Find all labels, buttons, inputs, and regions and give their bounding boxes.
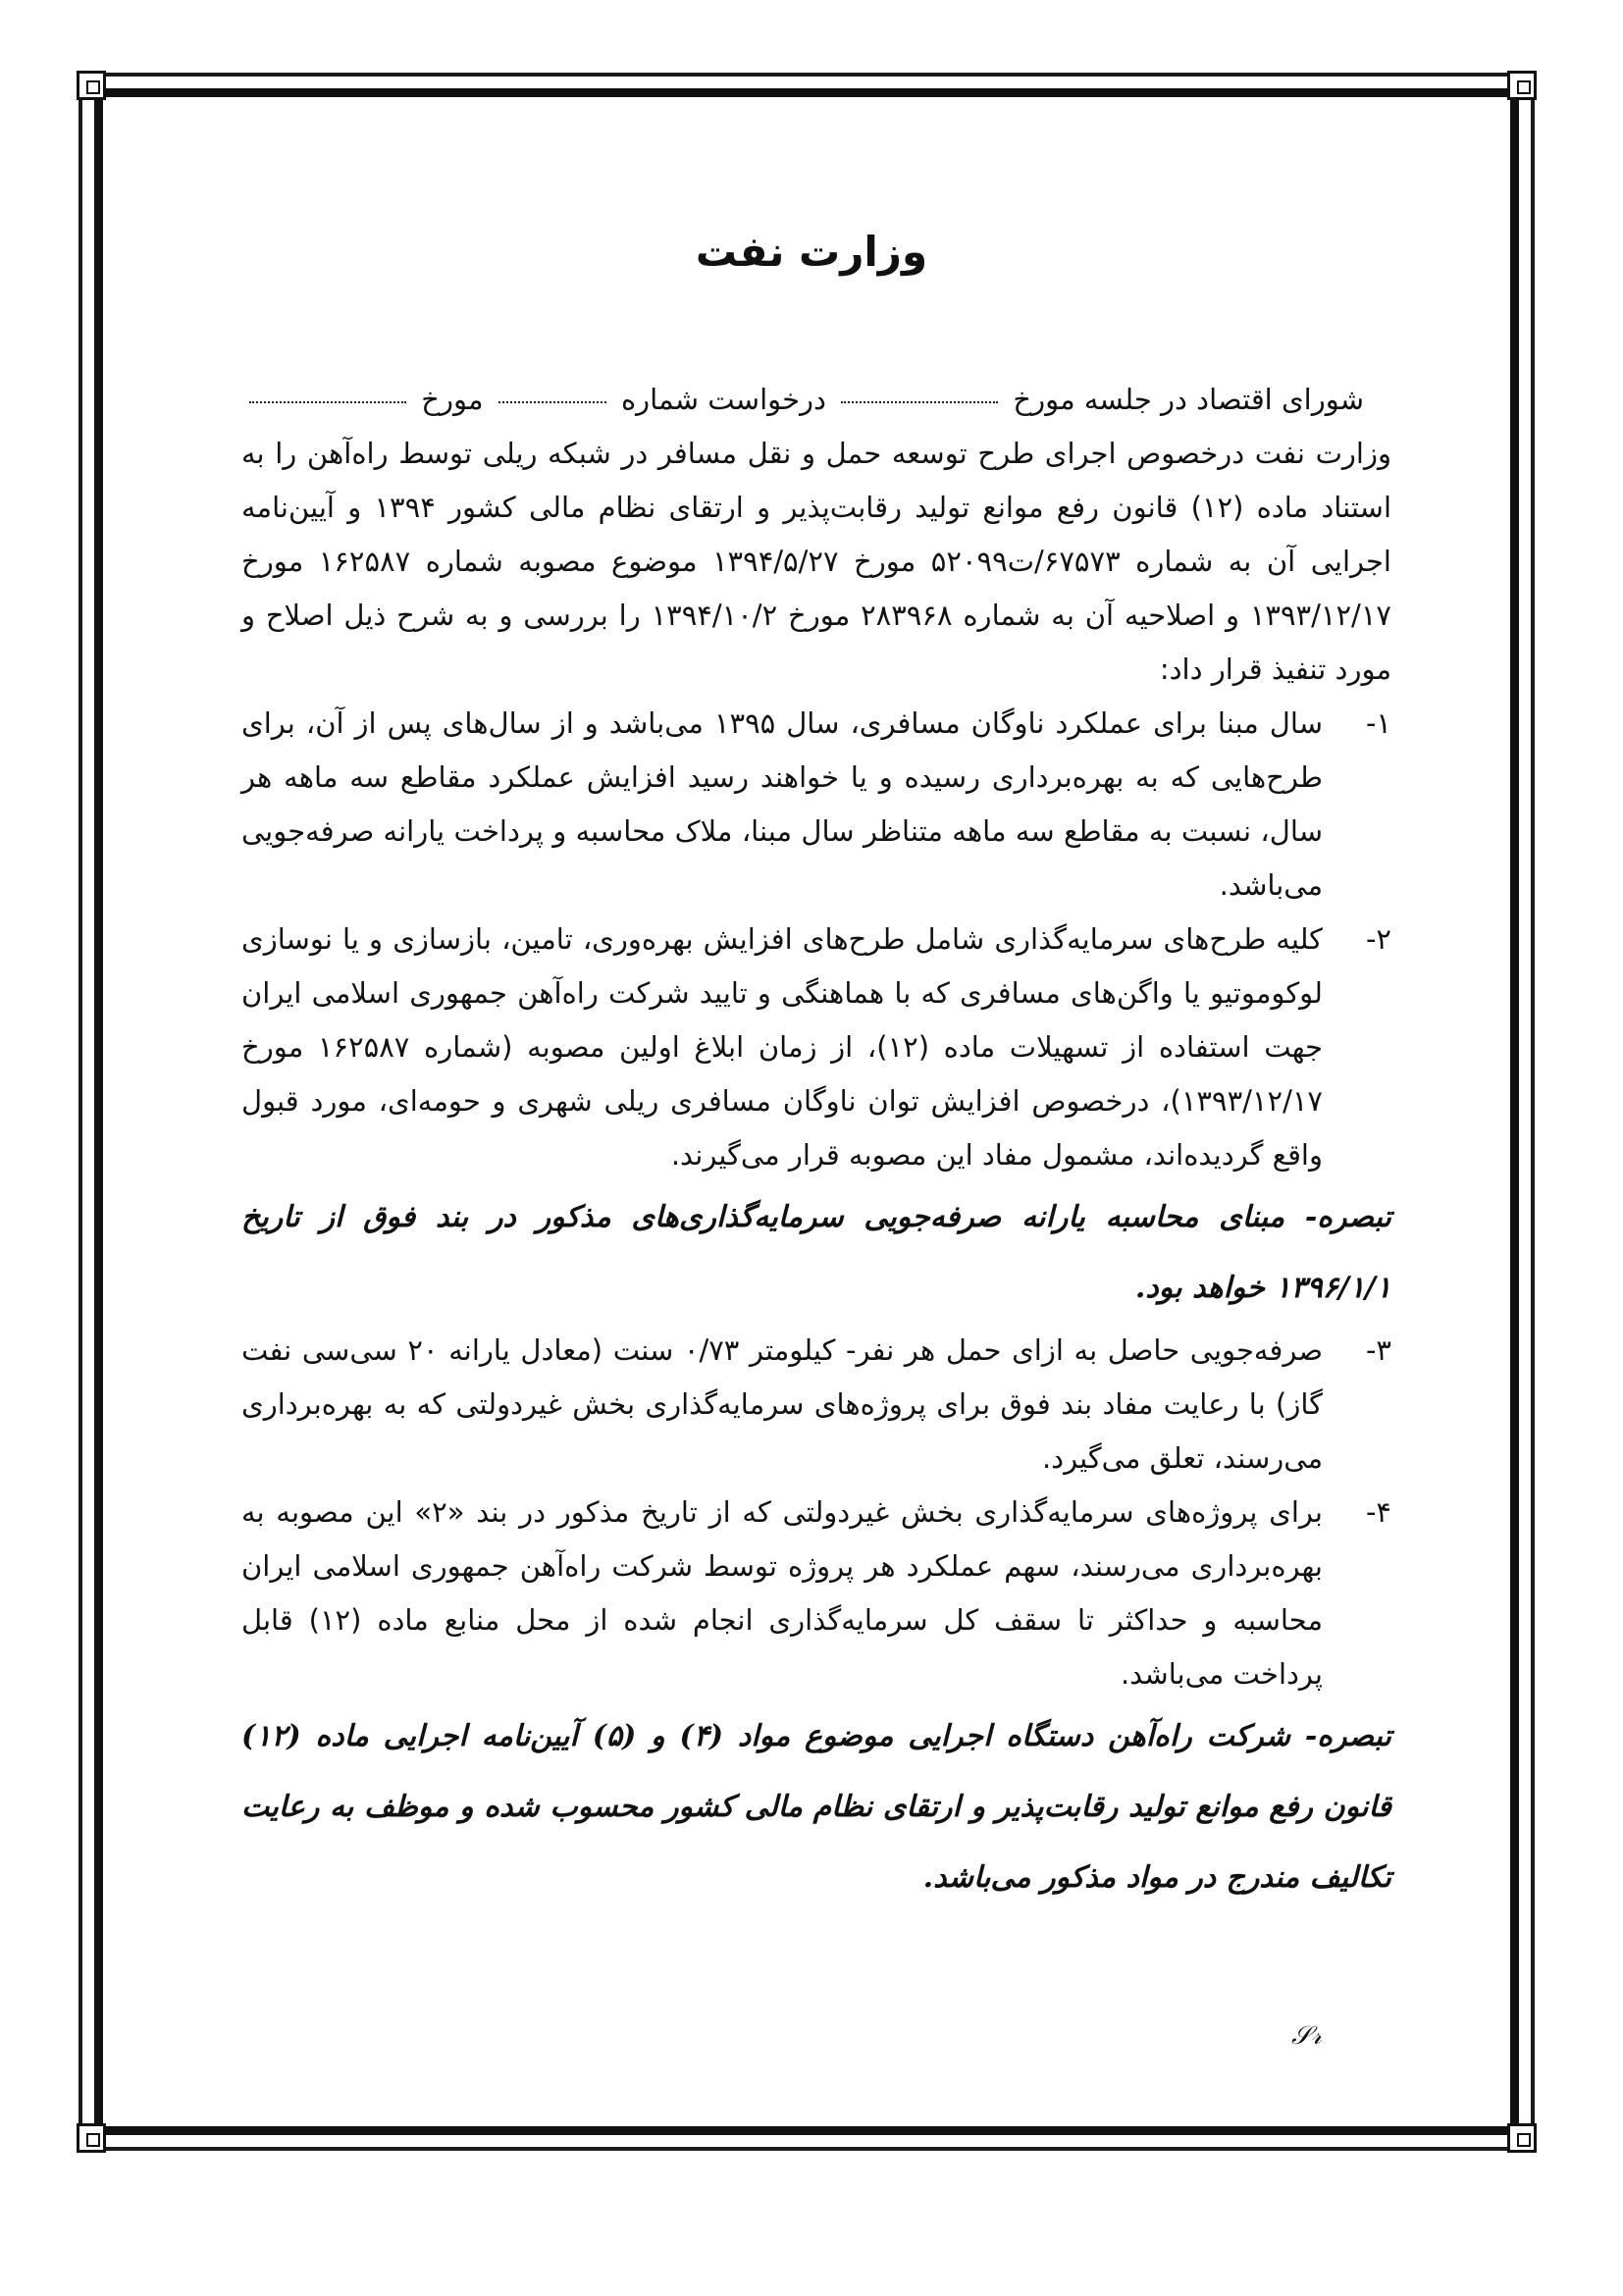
dated-label: مورخ [421, 383, 484, 416]
list-item [241, 913, 1391, 1182]
border-corner-ornament [77, 2123, 106, 2153]
item-number: ۲- [1365, 922, 1391, 956]
request-label: درخواست شماره [620, 383, 826, 416]
border-corner-ornament [1507, 2123, 1537, 2153]
list-item [241, 697, 1391, 913]
list-item [241, 1324, 1391, 1486]
item-text: صرفه‌جویی حاصل به ازای حمل هر نفر- کیلومتر ۰/۷۳ سنت (معادل یارانه ۲۰ سی‌سی نفت گاز) با رعایت مفاد بند فوق برای پروژه‌های سرمایه‌گذاری بخش غیردولتی که به بهره‌برداری می‌رسند، تعلق می‌گیرد. [241, 1333, 1323, 1475]
note-paragraph: تبصره- شرکت راه‌آهن دستگاه اجرایی موضوع مواد (۴) و (۵) آیین‌نامه اجرایی ماده (۱۲) قانون رفع موانع تولید رقابت‌پذیر و ارتقای نظام مالی کشور محسوب شده و موظف به رعایت تکالیف مندرج در مواد مذکور می‌باشد. [241, 1719, 1391, 1895]
document-title: وزارت نفت [695, 228, 928, 276]
blank-field [841, 400, 998, 403]
session-header [241, 373, 1391, 427]
blank-field [498, 400, 606, 403]
item-number: ۴- [1365, 1495, 1391, 1529]
signature-initials: 𝒮𝓇 [1291, 2021, 1322, 2051]
item-number: ۱- [1365, 706, 1391, 740]
item-text: سال مبنا برای عملکرد ناوگان مسافری، سال ۱۳۹۵ می‌باشد و از سال‌های پس از آن، برای طرح‌هایی که به بهره‌برداری رسیده و یا خواهند رسید افزایش عملکرد مقاطع سه ماهه هر سال، نسبت به مقاطع سه ماهه متناظر سال مبنا، ملاک محاسبه و پرداخت یارانه صرفه‌جویی می‌باشد. [241, 706, 1323, 902]
note-paragraph: تبصره- مبنای محاسبه یارانه صرفه‌جویی سرمایه‌گذاری‌های مذکور در بند فوق از تاریخ ۱۳۹۶/۱/۱ خواهد بود. [241, 1200, 1391, 1305]
council-label: شورای اقتصاد در جلسه مورخ [1013, 383, 1364, 416]
list-item [241, 1486, 1391, 1701]
document-body [241, 373, 1391, 1913]
border-corner-ornament [1507, 71, 1537, 100]
border-corner-ornament [77, 71, 106, 100]
item-number: ۳- [1365, 1333, 1391, 1367]
item-text: برای پروژه‌های سرمایه‌گذاری بخش غیردولتی که از تاریخ مذکور در بند «۲» این مصوبه به بهره‌برداری می‌رسند، سهم عملکرد هر پروژه توسط شرکت راه‌آهن جمهوری اسلامی ایران محاسبه و حداکثر تا سقف کل سرمایه‌گذاری انجام شده از محل منابع ماده (۱۲) قابل پرداخت می‌باشد. [241, 1495, 1323, 1691]
intro-paragraph: وزارت نفت درخصوص اجرای طرح توسعه حمل و نقل مسافر در شبکه ریلی توسط راه‌آهن را به استناد ماده (۱۲) قانون رفع موانع تولید رقابت‌پذیر و ارتقای نظام مالی کشور ۱۳۹۴ و آیین‌نامه اجرایی آن به شماره ۶۷۵۷۳/ت۵۲۰۹۹ مورخ ۱۳۹۴/۵/۲۷ موضوع مصوبه شماره ۱۶۲۵۸۷ مورخ ۱۳۹۳/۱۲/۱۷ و اصلاحیه آن به شماره ۲۸۳۹۶۸ مورخ ۱۳۹۴/۱۰/۲ را بررسی و به شرح ذیل اصلاح و مورد تنفیذ قرار داد: [241, 437, 1391, 686]
item-text: کلیه طرح‌های سرمایه‌گذاری شامل طرح‌های افزایش بهره‌وری، تامین، بازسازی و یا نوسازی لوکوموتیو یا واگن‌های مسافری که با هماهنگی و تایید شرکت راه‌آهن جمهوری اسلامی ایران جهت استفاده از تسهیلات ماده (۱۲)، از زمان ابلاغ اولین مصوبه (شماره ۱۶۲۵۸۷ مورخ ۱۳۹۳/۱۲/۱۷)، درخصوص افزایش توان ناوگان مسافری ریلی شهری و حومه‌ای، مورد قبول واقع گردیده‌اند، مشمول مفاد این مصوبه قرار می‌گیرند. [241, 922, 1323, 1172]
blank-field [249, 400, 406, 403]
